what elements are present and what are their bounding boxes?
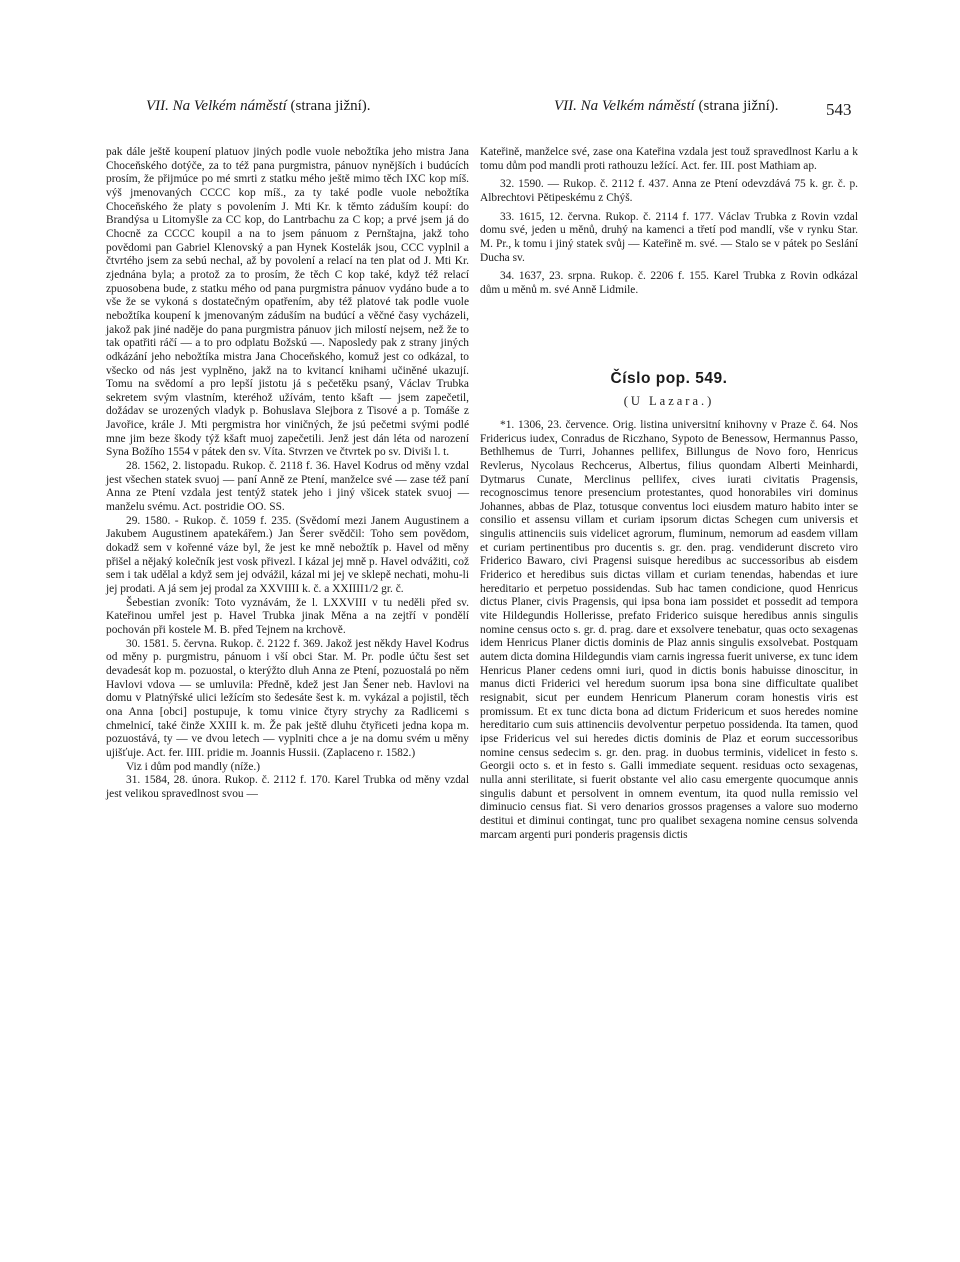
section-subtitle: (U Lazara.) xyxy=(623,394,715,409)
paragraph: 30. 1581. 5. června. Rukop. č. 2122 f. 369. Jakož jest někdy Havel Kodrus od měny p. purgmistru, pánuom i vší obci Star. M. Pr. podle účtu šest set devadesát kop m. pozuostal, o kterýžto dluh Anna ze Ptení, pozuostalá po něm Havlovi vdova — se umluvila: Předně, kdež jest Jan Šener neb. Havlovi na domu v Platnýřské ulici ležícím sto šedesáte šest k. m. vykázal a pojistil, těch ona Anna [obci] postupuje, k tomu vinice čtyry strychy za Radlicemi s chmelnicí, také činže XXIII k. m. Že pak ještě dluhu čtyřiceti jedna kopa m. pozuostává, ty — ve dvou letech — vyplniti chce a je na domu svém u měny ujišťuje. Act. fer. IIII. pridie m. Joannis Hussii. (Zaplaceno r. 1582.) xyxy=(106,637,469,759)
page-number: 543 xyxy=(826,100,852,119)
running-header-left-sub: (strana jižní). xyxy=(290,98,371,114)
section-title: Číslo pop. 549. xyxy=(610,369,728,387)
paragraph: *1. 1306, 23. července. Orig. listina universitní knihovny v Praze č. 64. Nos Fridericus iudex, Conradus de Riczhano, Sypoto de Benessow, Hermannus Passo, Bethlhemus de Turri, Johannes pellifex, Billungus de Novo foro, Henricus Revlerus, Nycolaus Rechcerus, Albertus, filius quondam Alberti Meinhardi, Dytmarus Cunate, Merclinus pellifex, cives iurati civitatis Pragensis, recognoscimus tenore presencium protestantes, quod honorabiles viri dominus Johannes, abbas de Plaz, totusque conventus loci eiusdem maturo habito inter se consilio et assensu villam et curiam ipsorum dictas Schegen cum universis et singulis attinenciis suis videlicet agrorum, fluminum, nemorum ad easdem villam et curiam pertinentibus pro ducentis s. gr. den. prag. vendiderunt discreto viro Friderico Bawaro, civi Pragensi suisque heredibus ac successoribus ab eisdem Friderico et heredibus suis dictas villam et curiam tenendas, habendas et iure hereditario et perpetuo possidendas. Sub hac tamen condicione, quod Henricus dictus Planer, civis Pragensis, qui ipsa bona iam possidet et possedit ad tempora vite Hildegundis Hollerisse, prefato Friderico suisque heredibus annis singulis nomine census octo s. gr. d. prag. dare et exsolvere tenebatur, quas octo sexagenas idem Henricus Planer dictis dominis de Plaz annis singulis exsolvebat. Postquam autem dicta domina Hildegundis viam carnis ingressa fuerit universe, ex tunc idem Henricus Planer cedens omni iuri, quod in dictis bonis habuisse dinoscitur, in manus dicti Friderici vel heredum suorum ipsa bona sine difficultate qualibet resignabit, sicut per eundem Henricum Planerum coram honestis viris est promissum. Et ex tunc dicta bona ad dictum Fridericum et suos heredes nomine hereditario cum suis attinenciis devolventur perpetuo possidenda. Ita tamen, quod ipse Fridericus vel sui heredes dictis dominis de Plaz et eorum successoribus nomine census sedecim s. gr. den. prag. in duobus terminis, videlicet in festo s. Georgii octo s. et in festo s. Galli immediate sequent. residuas octo sexagenas, nulla anni sterilitate, si fuerit obstante vel alio casu emergente quocumque annis singulis dabunt et persolvent in omnem eventum, ita quod nulla remissio vel diminucio census fiat. Si vero denarios grossos pragenses a valore suo moderno destitui et diminui contingat, tunc pro qualibet sexagena nomine census solvenda marcam argenti puri ponderis pragensis dictis xyxy=(480,418,858,841)
running-header-right-sub: (strana jižní). xyxy=(698,98,779,114)
paragraph: Viz i dům pod mandly (níže.) xyxy=(126,760,261,773)
running-header-right-title: VII. Na Velkém náměstí xyxy=(554,98,695,114)
paragraph: 32. 1590. — Rukop. č. 2112 f. 437. Anna ze Ptení odevzdává 75 k. gr. č. p. Albrechtovi Pětipeskému z Chýš. xyxy=(480,178,858,204)
paragraph: Kateřině, manželce své, zase ona Kateřina vzdala jest touž spravedlnost Karlu a k tomu dům pod mandli proti rathouzu ležící. Act. fer. III. post Mathiam ap. xyxy=(480,146,858,172)
paragraph: 34. 1637, 23. srpna. Rukop. č. 2206 f. 155. Karel Trubka z Rovin odkázal dům u měnů m. své Anně Lidmile. xyxy=(480,270,858,296)
paragraph: 33. 1615, 12. června. Rukop. č. 2114 f. 177. Václav Trubka z Rovin vzdal domu své, jeden u měnů, druhý na kamenci a třetí pod mandlí, vše v rynku Star. M. Pr., k tomu i jiný statek svůj — Kateřině m. své. — Stalo se v pátek po Seslání Ducha sv. xyxy=(480,210,858,264)
running-header-right xyxy=(554,98,779,115)
paragraph: 31. 1584, 28. února. Rukop. č. 2112 f. 170. Karel Trubka od měny vzdal jest velikou spravedlnost svou — xyxy=(106,774,469,800)
running-header-left-title: VII. Na Velkém náměstí xyxy=(146,98,287,114)
paragraph: Šebestian zvoník: Toto vyznávám, že l. LXXVIII v tu neděli před sv. Kateřinou umřel jest p. Havel Trubka jinak Měna a na zejtří v pondělí pochován při kostele M. B. před Tejnem na krchově. xyxy=(106,596,469,636)
running-header-left xyxy=(146,98,371,115)
paragraph: 28. 1562, 2. listopadu. Rukop. č. 2118 f. 36. Havel Kodrus od měny vzdal jest všechen statek svuoj — paní Anně ze Ptení, manželce své — zase též paní Anna ze Ptení vzdala jest tentýž statek jeho i jiný všicek statek svuoj — manželu svému. Act. postridie OO. SS. xyxy=(106,460,469,514)
left-column xyxy=(106,146,469,802)
paragraph: pak dále ještě koupení platuov jiných podle vuole nebožtíka jeho mistra Jana Choceňského dotýče, za to též pana purgmistra, pánuov nynějších i budúcích prosím, že přijmúce po mé smrti z statku mého ještě mimo těch IXC kop míš. výš jmenovaných CCCC kop míš., za ty také podle vuole nebožtíka Choceňského že platy s povolením J. Mti Kr. k těmto záduším koupí: do Brandýsa u Litomyšle za CC kop, do Lantrbachu za C kop; a prvé jsem já do Chocně za CCCC koupil a na to jsem pánuom z Pernštajna, jakž toho povědomi pan Gabriel Klenovský a pan Hynek Kostelák jsou, CCC vyplnil a čtvrtého jsem za sebú nechal, až by povolení a relací na ten plat od J. Mti Kr. zjednána byla; a protož za to prosím, že těch C kop také, když též relací zpuosobena bude, z statku mého od pana purgmistra pánuov vydáno bude a to vše že se vykoná s dostatečným opatřením, aby též platové tak podle vuole nebožtíka koupení k jmenovaným záduším na budúcí a věčné časy vycházeli, jakož pak jiné naděje do pana purgmistra pánuov jich milostí nejsem, než že to tak opatřiti ráčí — a to pro odplatu Božskú —. Naposledy pak z strany jiných odkázání jeho nebožtíka mistra Jana Choceňského, komuž jest co odkázal, to všecko od nás jest vyplněno, jakž na to kvitancí knihami učiněné ukazují. Tomu na svědomí a pro lepší jistotu já s pečetěku psaný, Václav Trubka sekretem svým vlastním, kteréhož užívám, tento kšaft — jsem zapečetil, dožádav se urozených vladyk p. Bohuslava Slejbora z Tisové a p. Tomáše z Javořice, krále J. Mti pergmistra hor viničných, že jsú pečetmi svými podlé mne jim beze škody týž kšaft muoj zapečetili. Jenž jest dán léta od narození Syna Božího 1554 v pátek den sv. Víta. Stvrzen ve čtvrtek po sv. Divišı l. t. xyxy=(106,146,469,459)
paragraph: 29. 1580. - Rukop. č. 1059 f. 235. (Svědomí mezi Janem Augustinem a Jakubem Augustinem apatekářem.) Jan Šerer svědčil: Toho sem povědom, dokadž sem v kořenné váze byl, že jest ke mně nebožtík p. Havel od měny přišel a nějaký kolečník jest vosk přivezl. I kázal jej mně p. Havel odvážiti, což sem i tak udělal a když sem jej odvážil, kázal mi jej ve sklepě nechati, mohu-li jej prodati. A já sem jej prodal za XXVIIII k. č. a XXIIII1/2 gr. č. xyxy=(106,514,469,595)
right-column xyxy=(480,146,858,842)
